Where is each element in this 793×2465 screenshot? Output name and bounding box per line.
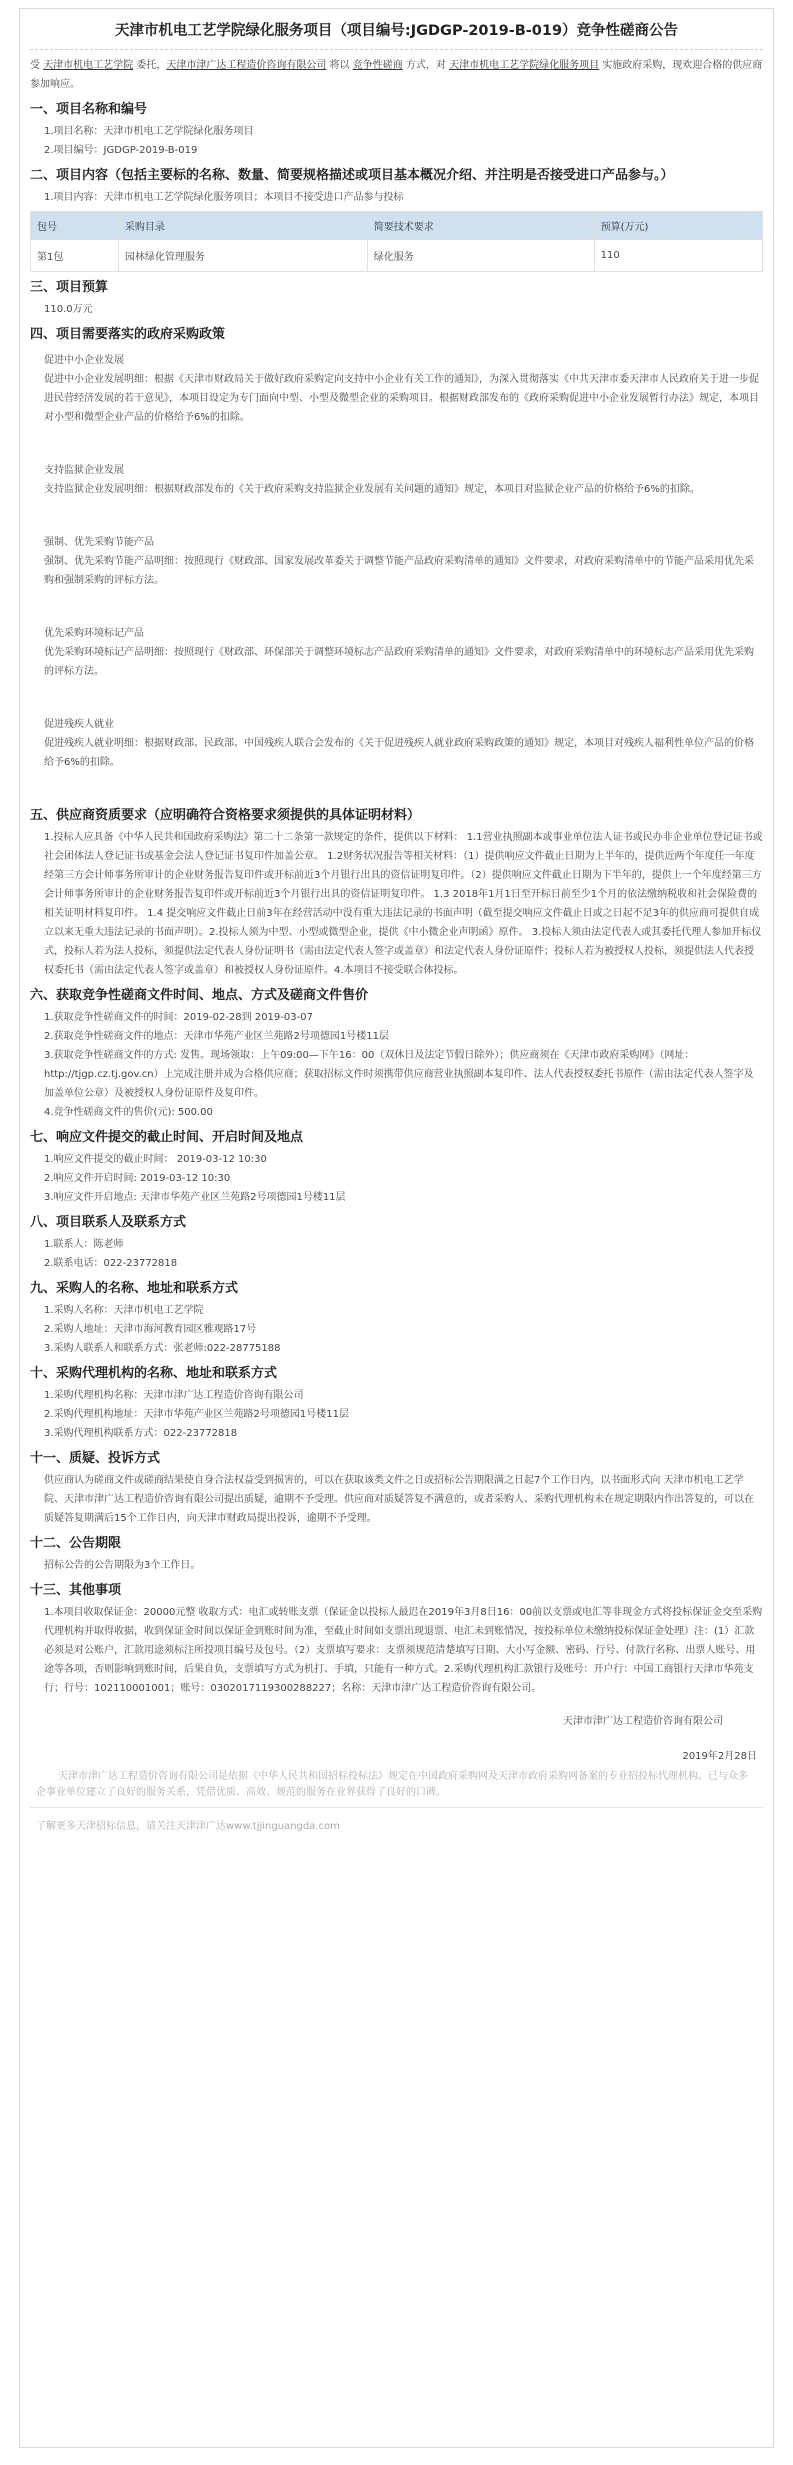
section-heading-1: 一、项目名称和编号 [30, 102, 148, 117]
signature: 天津市津广达工程造价咨询有限公司 [563, 1716, 723, 1727]
budget-line: 110.0万元 [44, 304, 93, 315]
policy-detail: 支持监狱企业发展明细：根据财政部发布的《关于政府采购支持监狱企业发展有关问题的通知》规定，本项目对监狱企业产品的价格给予6%的扣除。 [44, 484, 700, 495]
page-title: 天津市机电工艺学院绿化服务项目（项目编号:JGDGP-2019-B-019）竞争性磋商公告 [30, 15, 763, 50]
policy-title: 强制、优先采购节能产品 [44, 537, 154, 548]
qualification-text: 1.投标人应具备《中华人民共和国政府采购法》第二十二条第一款规定的条件，提供以下材料： 1.1营业执照副本或事业单位法人证书或民办非企业单位登记证书或社会团体法人登记证书或基金会法人登记证书复印件加盖公章。 1.2财务状况报告等相关材料：（1）提供响应文件截止日期为上半年的，提供近两个年度任一年度经第三方会计师事务所审计的企业财务报告复印件或开标前近3个月银行出具的资信证明复印件。（2）提供响应文件截止日期为下半年的，提供上一个年度经第三方会计师事务所审计的企业财务报告复印件或开标前近3个月银行出具的资信证明复印件。 1.3 2018年1月1日至开标日前至少1个月的依法缴纳税收和社会保险费的相关证明材料复印件。 1.4 提交响应文件截止日前3年在经营活动中没有重大违法记录的书面声明（截至提交响应文件截止日或之日起不足3年的供应商可提供自成立以来无重大违法记录的书面声明）。2.投标人须为中型、小型或微型企业，提供《中小微企业声明函》原件。 3.投标人须由法定代表人或其委托代理人参加开标仪式，投标人若为法人投标，须提供法定代表人身份证明书（需由法定代表人签字或盖章）和法定代表人身份证原件；投标人若为被授权人投标，须提供法人代表授权委托书（需由法定代表人签字或盖章）和被授权人身份证原件。4.本项目不接受联合体投标。 [44, 832, 763, 976]
opening-time-line: 2.响应文件开启时间: 2019-03-12 10:30 [44, 1173, 231, 1184]
contact-phone-line: 2.联系电话：022-23772818 [44, 1258, 178, 1269]
buyer-contact-line: 3.采购人联系人和联系方式：张老师:022-28775188 [44, 1343, 281, 1354]
table-header: 简要技术要求 [367, 212, 594, 240]
section-heading-10: 十、采购代理机构的名称、地址和联系方式 [30, 1366, 278, 1381]
buyer-name: 天津市机电工艺学院 [43, 60, 134, 71]
section-heading-8: 八、项目联系人及联系方式 [30, 1215, 187, 1230]
policy-detail: 促进残疾人就业明细：根据财政部、民政部、中国残疾人联合会发布的《关于促进残疾人就业政府采购政策的通知》规定，本项目对残疾人福利性单位产品的价格给予6%的扣除。 [44, 738, 754, 768]
project-content-line: 1.项目内容：天津市机电工艺学院绿化服务项目；本项目不接受进口产品参与投标 [44, 192, 404, 203]
table-cell: 绿化服务 [367, 240, 594, 272]
table-header: 预算(万元) [594, 212, 762, 240]
section-heading-9: 九、采购人的名称、地址和联系方式 [30, 1281, 239, 1296]
section-heading-2: 二、项目内容（包括主要标的名称、数量、简要规格描述或项目基本概况介绍、并注明是否接受进口产品参与。） [30, 168, 674, 183]
intro-paragraph: 受 天津市机电工艺学院 委托，天津市津广达工程造价咨询有限公司 将以 竞争性磋商 方式，对 天津市机电工艺学院绿化服务项目 实施政府采购，现欢迎合格的供应商参加响应。 [30, 60, 763, 90]
project-name-line: 1.项目名称：天津市机电工艺学院绿化服务项目 [44, 126, 254, 137]
doc-method-line: 3.获取竞争性磋商文件的方式: 发售。现场领取：上午09:00—下午16：00（双休日及法定节假日除外）；供应商须在《天津市政府采购网》（网址：http://tjgp.cz.tj.gov.cn）上完成注册并成为合格供应商；获取招标文件时须携带供应商营业执照副本复印件、法人代表授权委托书原件（需由法定代表人签字及加盖单位公章）及被授权人身份证原件及复印件。 [44, 1050, 754, 1099]
project-code-line: 2.项目编号：JGDGP-2019-B-019 [44, 145, 198, 156]
section-heading-13: 十三、其他事项 [30, 1583, 122, 1598]
policy-block [30, 624, 763, 681]
doc-time-line: 1.获取竞争性磋商文件的时间：2019-02-28到 2019-03-07 [44, 1012, 313, 1023]
package-table [30, 211, 763, 272]
agency-address-line: 2.采购代理机构地址：天津市华苑产业区兰苑路2号项德园1号楼11层 [44, 1409, 349, 1420]
procurement-method: 竞争性磋商 [352, 60, 403, 71]
policy-block [30, 351, 763, 427]
doc-place-line: 2.获取竞争性磋商文件的地点：天津市华苑产业区兰苑路2号项德园1号楼11层 [44, 1031, 389, 1042]
section-heading-5: 五、供应商资质要求（应明确符合资格要求须提供的具体证明材料） [30, 808, 421, 823]
policy-title: 促进中小企业发展 [44, 355, 124, 366]
other-matters-text: 1.本项目收取保证金：20000元整 收取方式：电汇或转账支票（保证金以投标人最迟在2019年3月8日16：00前以支票或电汇等非现金方式将投标保证金交至采购代理机构并取得收据，收到保证金时间以保证金到账时间为准，至截止时间如支票出现退票、电汇未到账情况，按投标单位未缴纳投标保证金处理）注：(1）汇款必须是对公账户，汇款用途须标注所投项目编号及包号。（2）支票填写要求：支票须规范清楚填写日期、大小写金额、密码、行号、付款行名称、出票人账号、用途等各项，否则影响到账时间，后果自负，支票填写方式为机打、手填，只能有一种方式。2.采购代理机构汇款银行及账号：开户行：中国工商银行天津市华苑支行；行号：102110001001；账号：0302017119300288227；名称：天津市津广达工程造价咨询有限公司。 [44, 1607, 763, 1694]
section-heading-3: 三、项目预算 [30, 280, 109, 295]
policy-title: 促进残疾人就业 [44, 719, 114, 730]
table-header-row [31, 212, 763, 240]
section-heading-4: 四、项目需要落实的政府采购政策 [30, 327, 226, 342]
table-cell: 110 [594, 240, 762, 272]
notice-period-line: 招标公告的公告期限为3个工作日。 [44, 1560, 201, 1571]
project-name: 天津市机电工艺学院绿化服务项目 [449, 60, 600, 71]
complaint-text: 供应商认为磋商文件或磋商结果使自身合法权益受到损害的，可以在获取该类文件之日或招标公告期限满之日起7个工作日内，以书面形式向 天津市机电工艺学院、天津市津广达工程造价咨询有限公司提出质疑，逾期不予受理。供应商对质疑答复不满意的，或者采购人、采购代理机构未在规定期限内作出答复的，可以在质疑答复期满后15个工作日内，向天津市财政局提出投诉，逾期不予受理。 [44, 1475, 754, 1524]
section-heading-6: 六、获取竞争性磋商文件时间、地点、方式及磋商文件售价 [30, 988, 369, 1003]
section-heading-12: 十二、公告期限 [30, 1536, 122, 1551]
policy-title: 优先采购环境标记产品 [44, 628, 144, 639]
agency-footer-text: 天津市津广达工程造价咨询有限公司是依据《中华人民共和国招标投标法》规定在中国政府采购网及天津市政府采购网备案的专业招投标代理机构。已与众多企事业单位建立了良好的服务关系，凭借优质、高效、规范的服务在业界获得了良好的口碑。 [30, 1765, 763, 1808]
section-heading-7: 七、响应文件提交的截止时间、开启时间及地点 [30, 1130, 304, 1145]
publish-date: 2019年2月28日 [682, 1751, 757, 1762]
table-row [31, 240, 763, 272]
contact-person-line: 1.联系人：陈老师 [44, 1239, 124, 1250]
policy-block [30, 461, 763, 499]
table-header: 包号 [31, 212, 119, 240]
policy-detail: 促进中小企业发展明细：根据《天津市财政局关于做好政府采购定向支持中小企业有关工作的通知》，为深入贯彻落实《中共天津市委天津市人民政府关于进一步促进民营经济发展的若干意见》，本项目设定为专门面向中型、小型及微型企业的采购项目。根据财政部发布的《政府采购促进中小企业发展暂行办法》规定，本项目对小型和微型企业产品的价格给予6%的扣除。 [44, 374, 759, 423]
table-cell: 园林绿化管理服务 [118, 240, 367, 272]
buyer-address-line: 2.采购人地址：天津市海河教育园区雅观路17号 [44, 1324, 257, 1335]
deadline-line: 1.响应文件提交的截止时间： 2019-03-12 10:30 [44, 1154, 267, 1165]
policy-detail: 强制、优先采购节能产品明细：按照现行《财政部、国家发展改革委关于调整节能产品政府采购清单的通知》文件要求，对政府采购清单中的节能产品采用优先采购和强制采购的评标方法。 [44, 556, 754, 586]
policy-block [30, 533, 763, 590]
doc-price-line: 4.竞争性磋商文件的售价(元): 500.00 [44, 1107, 213, 1118]
agency-name: 天津市津广达工程造价咨询有限公司 [166, 60, 327, 71]
agency-name-line: 1.采购代理机构名称：天津市津广达工程造价咨询有限公司 [44, 1390, 304, 1401]
policy-detail: 优先采购环境标记产品明细：按照现行《财政部、环保部关于调整环境标志产品政府采购清单的通知》文件要求，对政府采购清单中的环境标志产品采用优先采购的评标方法。 [44, 647, 754, 677]
section-heading-11: 十一、质疑、投诉方式 [30, 1451, 161, 1466]
agency-contact-line: 3.采购代理机构联系方式：022-23772818 [44, 1428, 238, 1439]
policy-title: 支持监狱企业发展 [44, 465, 124, 476]
table-cell: 第1包 [31, 240, 119, 272]
more-info-text[interactable]: 了解更多天津招标信息，请关注天津津广达www.tjjinguangda.com [36, 1821, 340, 1832]
buyer-name-line: 1.采购人名称：天津市机电工艺学院 [44, 1305, 204, 1316]
announcement-frame [19, 8, 774, 2448]
table-header: 采购目录 [118, 212, 367, 240]
page [19, 0, 774, 2448]
opening-place-line: 3.响应文件开启地点: 天津市华苑产业区兰苑路2号项德园1号楼11层 [44, 1192, 346, 1203]
policy-block [30, 715, 763, 772]
